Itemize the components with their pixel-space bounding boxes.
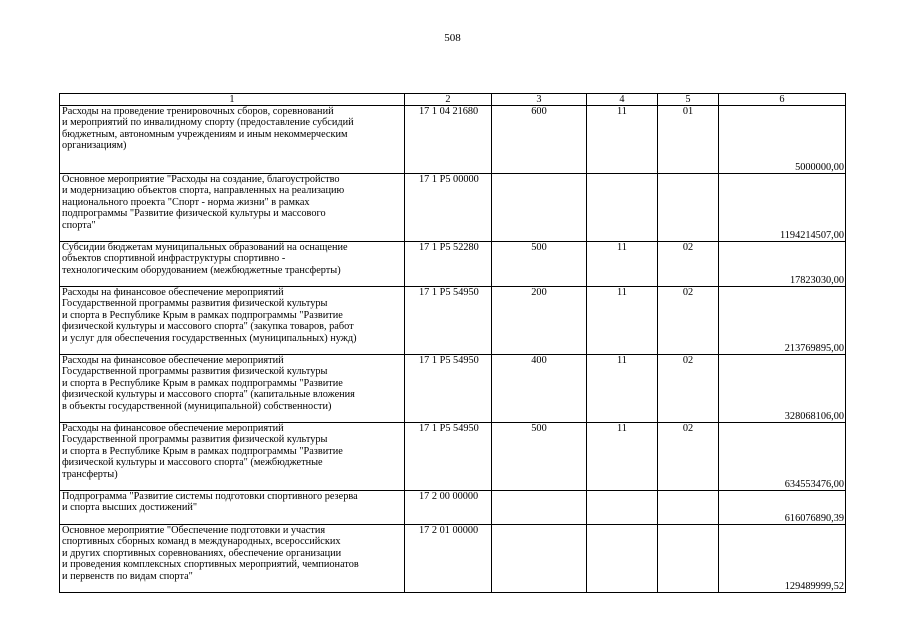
row-name-line: и модернизацию объектов спорта, направленных на реализацию	[62, 185, 345, 197]
row-name-cell	[60, 491, 405, 525]
row-expense-type-cell	[492, 525, 587, 593]
table-body	[60, 106, 846, 593]
row-name-line: и мероприятий по инвалидному спорту (предоставление субсидий	[62, 117, 354, 129]
row-name-cell	[60, 242, 405, 287]
row-name-line: Расходы на финансовое обеспечение мероприятий	[62, 423, 284, 434]
table-row	[60, 106, 846, 174]
row-name-line: и первенств по видам спорта"	[62, 570, 193, 582]
row-sum-cell: 328068106,00	[719, 355, 846, 423]
row-name-line: и спорта в Республике Крым в рамках подпрограммы "Развитие	[62, 309, 343, 321]
row-code-cell: 17 1 P5 00000	[405, 174, 492, 242]
table-row	[60, 242, 846, 287]
row-code-cell: 17 1 P5 54950	[405, 423, 492, 491]
page-number: 508	[444, 32, 461, 44]
row-name-line: трансферты)	[62, 468, 118, 480]
row-name-line: Подпрограмма "Развитие системы подготовки спортивного резерва	[62, 491, 358, 502]
row-name-line: Расходы на финансовое обеспечение мероприятий	[62, 355, 284, 366]
row-expense-type-cell	[492, 174, 587, 242]
row-sum-cell: 616076890,39	[719, 491, 846, 525]
table-row	[60, 525, 846, 593]
row-name-line: спортивных сборных команд в международных, всероссийских	[62, 536, 341, 548]
row-subsection-cell	[658, 491, 719, 525]
row-name-cell	[60, 287, 405, 355]
table-row	[60, 423, 846, 491]
row-name-line: физической культуры и массового спорта" (закупка товаров, работ	[62, 321, 354, 333]
row-name-line: подпрограммы "Развитие физической культуры и массового	[62, 208, 326, 220]
header-cell: 5	[658, 94, 719, 106]
row-subsection-cell: 02	[658, 242, 719, 287]
row-name-line: и услуг для обеспечения государственных (муниципальных) нужд)	[62, 332, 357, 344]
row-name-line: Субсидии бюджетам муниципальных образований на оснащение	[62, 242, 348, 253]
row-name-line: бюджетным, автономным учреждениям и иным некоммерческим	[62, 128, 348, 140]
row-section-cell: 11	[587, 242, 658, 287]
row-section-cell	[587, 174, 658, 242]
row-expense-type-cell: 600	[492, 106, 587, 174]
table-row	[60, 355, 846, 423]
row-expense-type-cell: 200	[492, 287, 587, 355]
row-name-line: физической культуры и массового спорта" (капитальные вложения	[62, 389, 355, 401]
row-sum-cell: 634553476,00	[719, 423, 846, 491]
row-name-line: Расходы на проведение тренировочных сборов, соревнований	[62, 106, 334, 117]
row-name-line: технологическим оборудованием (межбюджетные трансферты)	[62, 264, 341, 276]
row-sum-cell: 5000000,00	[719, 106, 846, 174]
row-name-cell	[60, 423, 405, 491]
row-subsection-cell	[658, 525, 719, 593]
row-name-line: в объекты государственной (муниципальной) собственности)	[62, 400, 332, 412]
row-name-cell	[60, 174, 405, 242]
row-subsection-cell: 02	[658, 287, 719, 355]
row-expense-type-cell: 400	[492, 355, 587, 423]
row-section-cell: 11	[587, 106, 658, 174]
row-name-line: и проведения комплексных спортивных мероприятий, чемпионатов	[62, 559, 359, 571]
row-name-line: организациям)	[62, 140, 127, 152]
row-expense-type-cell: 500	[492, 423, 587, 491]
table-row	[60, 287, 846, 355]
row-name-line: Основное мероприятие "Расходы на создание, благоустройство	[62, 174, 340, 185]
row-sum-cell: 129489999,52	[719, 525, 846, 593]
row-name-line: Основное мероприятие "Обеспечение подготовки и участия	[62, 525, 326, 536]
row-name-line: Государственной программы развития физической культуры	[62, 298, 328, 310]
row-name-line: Государственной программы развития физической культуры	[62, 366, 328, 378]
row-name-line: национального проекта "Спорт - норма жизни" в рамках	[62, 196, 310, 208]
row-section-cell: 11	[587, 287, 658, 355]
row-name-line: физической культуры и массового спорта" (межбюджетные	[62, 457, 323, 469]
row-code-cell: 17 1 P5 52280	[405, 242, 492, 287]
row-code-cell: 17 2 01 00000	[405, 525, 492, 593]
row-name-line: Государственной программы развития физической культуры	[62, 434, 328, 446]
row-code-cell: 17 2 00 00000	[405, 491, 492, 525]
row-name-line: и спорта в Республике Крым в рамках подпрограммы "Развитие	[62, 445, 343, 457]
row-name-line: и других спортивных соревнованиях, обеспечение организации	[62, 547, 342, 559]
row-section-cell: 11	[587, 355, 658, 423]
budget-table	[59, 93, 846, 593]
row-name-line: объектов спортивной инфраструктуры спортивно -	[62, 253, 286, 265]
row-name-cell	[60, 106, 405, 174]
row-name-line: и спорта в Республике Крым в рамках подпрограммы "Развитие	[62, 377, 343, 389]
row-section-cell	[587, 525, 658, 593]
row-name-cell	[60, 525, 405, 593]
header-cell: 6	[719, 94, 846, 106]
row-code-cell: 17 1 04 21680	[405, 106, 492, 174]
row-expense-type-cell: 500	[492, 242, 587, 287]
header-cell: 4	[587, 94, 658, 106]
row-expense-type-cell	[492, 491, 587, 525]
header-cell: 2	[405, 94, 492, 106]
header-row	[60, 94, 846, 106]
table-row	[60, 174, 846, 242]
table-row	[60, 491, 846, 525]
row-sum-cell: 1194214507,00	[719, 174, 846, 242]
row-name-cell	[60, 355, 405, 423]
header-cell: 3	[492, 94, 587, 106]
row-subsection-cell: 01	[658, 106, 719, 174]
row-code-cell: 17 1 P5 54950	[405, 287, 492, 355]
row-section-cell	[587, 491, 658, 525]
row-code-cell: 17 1 P5 54950	[405, 355, 492, 423]
row-section-cell: 11	[587, 423, 658, 491]
row-name-line: и спорта высших достижений"	[62, 502, 198, 514]
row-subsection-cell	[658, 174, 719, 242]
row-subsection-cell: 02	[658, 423, 719, 491]
row-sum-cell: 17823030,00	[719, 242, 846, 287]
row-subsection-cell: 02	[658, 355, 719, 423]
row-name-line: спорта"	[62, 219, 96, 231]
row-name-line: Расходы на финансовое обеспечение мероприятий	[62, 287, 284, 298]
row-sum-cell: 213769895,00	[719, 287, 846, 355]
header-cell: 1	[60, 94, 405, 106]
